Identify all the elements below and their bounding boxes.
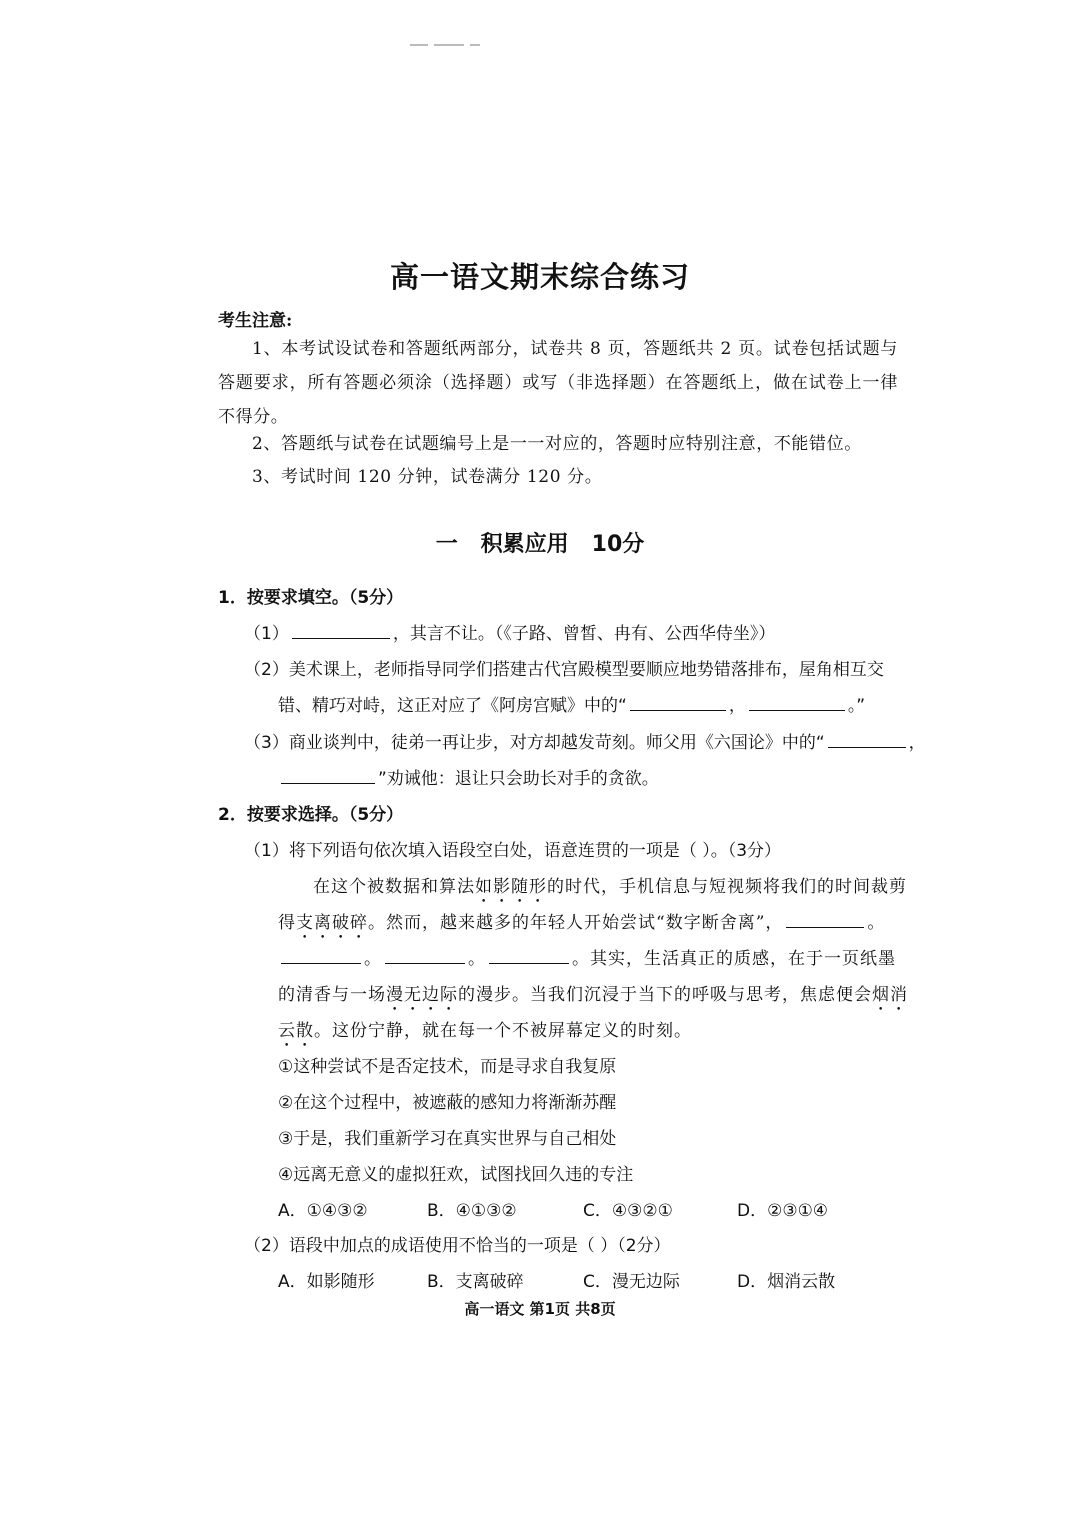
passage-blank-4[interactable] [489,945,569,964]
choice-item-3: ③于是，我们重新学习在真实世界与自己相处 [278,1129,617,1149]
q1-sub2-line2 [278,691,865,716]
choice-item-4: ④远离无意义的虚拟狂欢，试图找回久违的专注 [278,1165,634,1185]
question-1-heading: 1．按要求填空。（5分） [218,588,404,608]
q2-sub2-option-b[interactable]: B．支离破碎 [427,1272,524,1292]
choice-item-1: ①这种尝试不是否定技术，而是寻求自我复原 [278,1057,617,1077]
question-2-heading: 2．按要求选择。（5分） [218,805,404,825]
dotted-idiom-4b: 云散 [278,1021,314,1041]
q2-sub1-option-d[interactable]: D．②③①④ [737,1201,829,1221]
q2-sub1-option-b[interactable]: B．④①③② [427,1201,517,1221]
q1-sub1 [244,619,775,644]
q1-sub3-blank-1[interactable] [828,729,906,748]
passage-punct: 。 [364,949,382,969]
q2-sub1-prompt: （1）将下列语句依次填入语段空白处，语意连贯的一项是（ ）。（3分） [244,841,782,861]
q1-sub3-line2 [278,764,659,789]
q1-sub3-comma: ， [908,733,926,753]
passage-text: 得 [278,913,296,933]
passage-text: 的清香与一场 [278,985,386,1005]
passage-punct: 。 [468,949,486,969]
q1-sub3-blank-2[interactable] [281,765,375,784]
q1-sub2-blank-2[interactable] [749,692,845,711]
passage-text: 。这份宁静，就在每一个不被屏幕定义的时刻。 [314,1021,692,1041]
q1-sub2-blank-1[interactable] [630,692,726,711]
passage-text: 。然而，越来越多的年轻人开始尝试“数字断舍离”， [368,913,784,933]
q1-sub3-line1 [244,728,926,753]
notice-heading: 考生注意: [218,311,293,331]
passage-line-5 [278,1016,692,1051]
q2-sub1-option-a[interactable]: A．①④③② [278,1201,368,1221]
dotted-idiom-1: 如影随形 [475,877,547,897]
passage-blank-1[interactable] [786,909,864,928]
q2-sub2-option-a[interactable]: A．如影随形 [278,1272,375,1292]
q1-sub1-blank[interactable] [292,620,390,639]
page-footer: 高一语文 第1页 共8页 [464,1300,616,1318]
passage-text: 在这个被数据和算法 [313,877,475,897]
q2-sub2-prompt: （2）语段中加点的成语使用不恰当的一项是（ ）（2分） [244,1236,671,1256]
q2-sub2-option-c[interactable]: C．漫无边际 [583,1272,680,1292]
notice-item-2: 2、答题纸与试卷在试题编号上是一一对应的，答题时应特别注意，不能错位。 [252,434,862,454]
q2-sub1-option-c[interactable]: C．④③②① [583,1201,673,1221]
passage-line-1 [313,872,907,907]
dotted-idiom-4a: 烟消 [872,985,908,1005]
q2-sub2-option-d[interactable]: D．烟消云散 [737,1272,836,1292]
scan-artifact [410,34,530,40]
passage-text: 。其实，生活真正的质感，在于一页纸墨 [572,949,896,969]
exam-title: 高一语文期末综合练习 [389,260,690,294]
passage-line-2 [278,908,885,943]
passage-blank-3[interactable] [385,945,465,964]
notice-item-1: 1、本考试设试卷和答题纸两部分，试卷共 8 页，答题纸共 2 页。试卷包括试题与答题要求，所有答题必须涂（选择题）或写（非选择题）在答题纸上，做在试卷上一律不得分。 [218,339,898,427]
passage-blank-2[interactable] [281,945,361,964]
q1-sub2-comma: ， [728,696,746,716]
q1-sub1-number: （1） [244,624,289,644]
q1-sub2-line1: （2）美术课上，老师指导同学们搭建古代宫殿模型要顺应地势错落排布，屋角相互交 [244,660,884,680]
q1-sub3-text-2: ”劝诫他：退让只会助长对手的贪欲。 [378,769,659,789]
q1-sub3-text: （3）商业谈判中，徒弟一再让步，对方却越发苛刻。师父用《六国论》中的“ [244,733,825,753]
notice-item-3: 3、考试时间 120 分钟，试卷满分 120 分。 [252,467,603,487]
q1-sub2-text: 错、精巧对峙，这正对应了《阿房宫赋》中的“ [278,696,627,716]
dotted-idiom-3: 漫无边际 [386,985,458,1005]
passage-text: 的漫步。当我们沉浸于当下的呼吸与思考，焦虑便会 [458,985,872,1005]
q1-sub2-end: 。” [847,696,866,716]
passage-text: 的时代，手机信息与短视频将我们的时间裁剪 [547,877,907,897]
passage-line-3 [278,944,896,969]
q1-sub1-text: ，其言不让。（《子路、曾皙、冉有、公西华侍坐》） [392,624,776,644]
dotted-idiom-2: 支离破碎 [296,913,368,933]
choice-item-2: ②在这个过程中，被遮蔽的感知力将渐渐苏醒 [278,1093,617,1113]
passage-line-4 [278,980,908,1015]
passage-punct: 。 [867,913,886,933]
section-title: 一 积累应用 10分 [435,532,645,557]
